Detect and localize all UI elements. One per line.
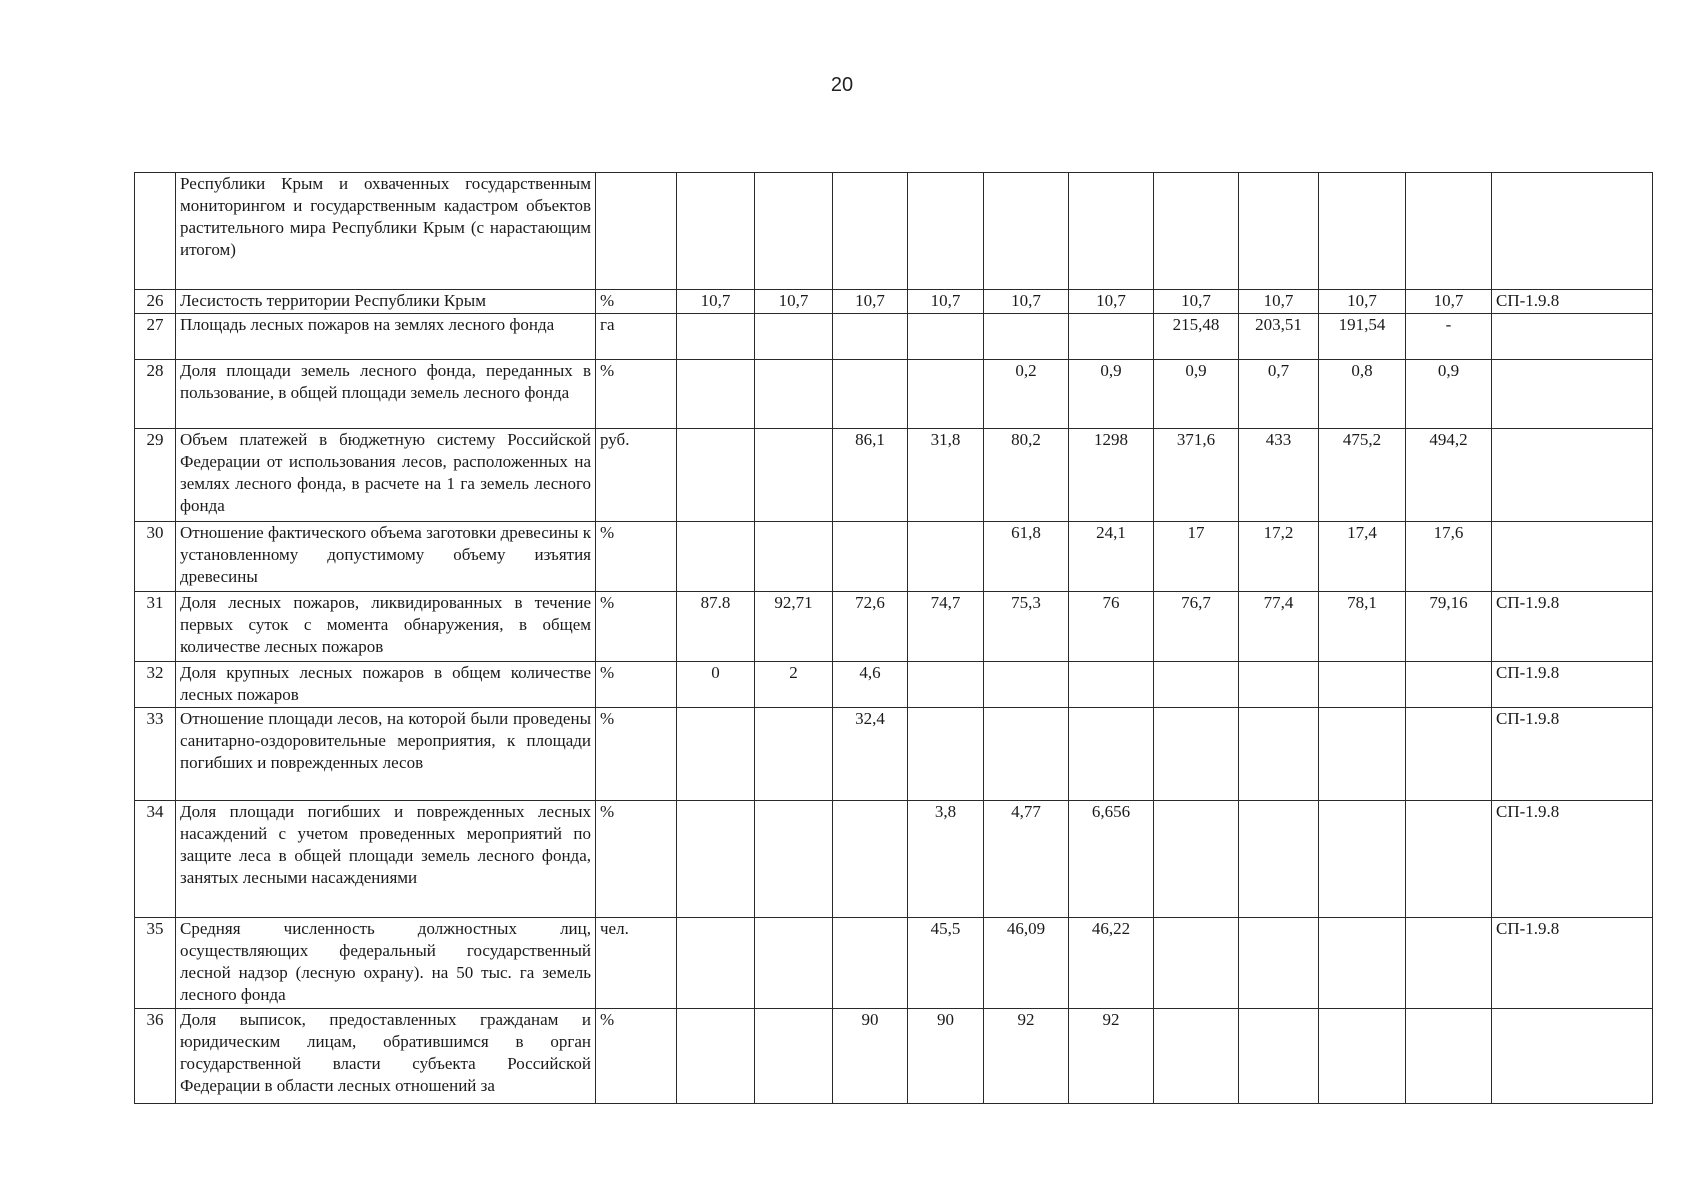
indicator-name: Отношение площади лесов, на которой были проведены санитарно-оздоровительные мероприятия, к площади погибших и поврежденных лесов xyxy=(176,708,596,801)
value-cell: 79,16 xyxy=(1406,592,1492,662)
indicator-name: Доля лесных пожаров, ликвидированных в течение первых суток с момента обнаружения, в общем количестве лесных пожаров xyxy=(176,592,596,662)
value-cell xyxy=(1154,1009,1239,1104)
value-cell xyxy=(908,314,984,360)
source-cell xyxy=(1492,360,1653,429)
indicators-table xyxy=(134,172,1653,1104)
value-cell xyxy=(1406,173,1492,290)
value-cell: 191,54 xyxy=(1319,314,1406,360)
value-cell: 494,2 xyxy=(1406,429,1492,522)
value-cell xyxy=(833,918,908,1009)
table-row xyxy=(135,429,1653,522)
source-cell xyxy=(1492,522,1653,592)
row-number: 32 xyxy=(135,662,176,708)
indicator-name: Доля выписок, предоставленных гражданам и юридическим лицам, обратившимся в орган государственной власти субъекта Российской Федерации в области лесных отношений за xyxy=(176,1009,596,1104)
row-number: 28 xyxy=(135,360,176,429)
value-cell: 10,7 xyxy=(1406,290,1492,314)
value-cell: 17,6 xyxy=(1406,522,1492,592)
value-cell: 32,4 xyxy=(833,708,908,801)
value-cell: 74,7 xyxy=(908,592,984,662)
row-number: 27 xyxy=(135,314,176,360)
value-cell xyxy=(755,522,833,592)
unit-cell xyxy=(596,173,677,290)
table-row xyxy=(135,173,1653,290)
source-cell xyxy=(1492,173,1653,290)
value-cell xyxy=(984,662,1069,708)
indicator-name: Отношение фактического объема заготовки древесины к установленному допустимому объему изъятия древесины xyxy=(176,522,596,592)
indicator-name: Лесистость территории Республики Крым xyxy=(176,290,596,314)
indicator-name: Доля крупных лесных пожаров в общем количестве лесных пожаров xyxy=(176,662,596,708)
value-cell xyxy=(677,522,755,592)
table-row xyxy=(135,918,1653,1009)
value-cell: 6,656 xyxy=(1069,801,1154,918)
value-cell: 371,6 xyxy=(1154,429,1239,522)
table-row xyxy=(135,801,1653,918)
value-cell: 4,6 xyxy=(833,662,908,708)
value-cell xyxy=(1239,662,1319,708)
value-cell xyxy=(1406,801,1492,918)
row-number: 35 xyxy=(135,918,176,1009)
value-cell xyxy=(1406,918,1492,1009)
value-cell: 90 xyxy=(908,1009,984,1104)
source-cell: СП-1.9.8 xyxy=(1492,662,1653,708)
value-cell xyxy=(1406,1009,1492,1104)
value-cell xyxy=(1239,173,1319,290)
value-cell xyxy=(984,708,1069,801)
value-cell xyxy=(755,173,833,290)
value-cell xyxy=(1319,662,1406,708)
table-row xyxy=(135,290,1653,314)
source-cell: СП-1.9.8 xyxy=(1492,918,1653,1009)
value-cell: 87.8 xyxy=(677,592,755,662)
value-cell: 72,6 xyxy=(833,592,908,662)
value-cell xyxy=(1069,662,1154,708)
value-cell: 10,7 xyxy=(1154,290,1239,314)
value-cell: 0,8 xyxy=(1319,360,1406,429)
value-cell: 75,3 xyxy=(984,592,1069,662)
source-cell: СП-1.9.8 xyxy=(1492,592,1653,662)
value-cell: 45,5 xyxy=(908,918,984,1009)
unit-cell: % xyxy=(596,1009,677,1104)
value-cell xyxy=(833,801,908,918)
value-cell xyxy=(1406,662,1492,708)
value-cell: 17,2 xyxy=(1239,522,1319,592)
value-cell xyxy=(908,662,984,708)
unit-cell: чел. xyxy=(596,918,677,1009)
value-cell xyxy=(677,801,755,918)
indicator-name: Доля площади земель лесного фонда, переданных в пользование, в общей площади земель лесного фонда xyxy=(176,360,596,429)
value-cell xyxy=(984,314,1069,360)
value-cell xyxy=(755,360,833,429)
value-cell: 61,8 xyxy=(984,522,1069,592)
row-number: 34 xyxy=(135,801,176,918)
value-cell xyxy=(755,429,833,522)
value-cell xyxy=(1154,918,1239,1009)
value-cell: 10,7 xyxy=(677,290,755,314)
value-cell: 10,7 xyxy=(1069,290,1154,314)
value-cell xyxy=(833,314,908,360)
indicator-name: Средняя численность должностных лиц, осуществляющих федеральный государственный лесной надзор (лесную охрану). на 50 тыс. га земель лесного фонда xyxy=(176,918,596,1009)
value-cell xyxy=(833,173,908,290)
unit-cell: руб. xyxy=(596,429,677,522)
value-cell: 10,7 xyxy=(908,290,984,314)
value-cell xyxy=(1319,708,1406,801)
value-cell xyxy=(1239,708,1319,801)
source-cell xyxy=(1492,429,1653,522)
value-cell: 433 xyxy=(1239,429,1319,522)
value-cell: 0,9 xyxy=(1154,360,1239,429)
value-cell: - xyxy=(1406,314,1492,360)
value-cell: 77,4 xyxy=(1239,592,1319,662)
value-cell xyxy=(1154,708,1239,801)
value-cell: 10,7 xyxy=(833,290,908,314)
value-cell: 92,71 xyxy=(755,592,833,662)
value-cell: 0 xyxy=(677,662,755,708)
row-number: 31 xyxy=(135,592,176,662)
row-number xyxy=(135,173,176,290)
unit-cell: % xyxy=(596,662,677,708)
value-cell: 0,9 xyxy=(1069,360,1154,429)
table-row xyxy=(135,708,1653,801)
value-cell: 10,7 xyxy=(984,290,1069,314)
source-cell xyxy=(1492,314,1653,360)
value-cell: 0,2 xyxy=(984,360,1069,429)
value-cell: 78,1 xyxy=(1319,592,1406,662)
value-cell xyxy=(1069,173,1154,290)
value-cell xyxy=(833,522,908,592)
value-cell xyxy=(755,708,833,801)
value-cell: 76 xyxy=(1069,592,1154,662)
indicator-name: Объем платежей в бюджетную систему Российской Федерации от использования лесов, расположенных на землях лесного фонда, в расчете на 1 га земель лесного фонда xyxy=(176,429,596,522)
value-cell xyxy=(1154,662,1239,708)
source-cell: СП-1.9.8 xyxy=(1492,708,1653,801)
value-cell: 90 xyxy=(833,1009,908,1104)
page-number: 20 xyxy=(830,74,854,96)
table-row xyxy=(135,522,1653,592)
unit-cell: % xyxy=(596,708,677,801)
value-cell xyxy=(1239,801,1319,918)
value-cell xyxy=(1239,918,1319,1009)
value-cell xyxy=(908,708,984,801)
table-row xyxy=(135,314,1653,360)
value-cell xyxy=(677,360,755,429)
value-cell xyxy=(677,918,755,1009)
value-cell xyxy=(833,360,908,429)
value-cell: 92 xyxy=(1069,1009,1154,1104)
value-cell xyxy=(1154,173,1239,290)
value-cell: 10,7 xyxy=(1319,290,1406,314)
value-cell: 215,48 xyxy=(1154,314,1239,360)
source-cell: СП-1.9.8 xyxy=(1492,801,1653,918)
value-cell: 46,09 xyxy=(984,918,1069,1009)
value-cell: 1298 xyxy=(1069,429,1154,522)
indicator-name: Доля площади погибших и поврежденных лесных насаждений с учетом проведенных мероприятий по защите леса в общей площади земель лесного фонда, занятых лесными насаждениями xyxy=(176,801,596,918)
value-cell xyxy=(677,173,755,290)
value-cell: 17,4 xyxy=(1319,522,1406,592)
value-cell: 17 xyxy=(1154,522,1239,592)
value-cell xyxy=(908,360,984,429)
value-cell: 86,1 xyxy=(833,429,908,522)
value-cell: 76,7 xyxy=(1154,592,1239,662)
value-cell xyxy=(1239,1009,1319,1104)
value-cell: 3,8 xyxy=(908,801,984,918)
source-cell xyxy=(1492,1009,1653,1104)
value-cell: 10,7 xyxy=(755,290,833,314)
row-number: 33 xyxy=(135,708,176,801)
value-cell xyxy=(677,314,755,360)
value-cell xyxy=(908,522,984,592)
value-cell xyxy=(1069,708,1154,801)
value-cell: 4,77 xyxy=(984,801,1069,918)
row-number: 29 xyxy=(135,429,176,522)
value-cell: 46,22 xyxy=(1069,918,1154,1009)
row-number: 26 xyxy=(135,290,176,314)
value-cell xyxy=(1319,173,1406,290)
value-cell xyxy=(1319,918,1406,1009)
unit-cell: % xyxy=(596,360,677,429)
unit-cell: % xyxy=(596,522,677,592)
value-cell xyxy=(1406,708,1492,801)
unit-cell: % xyxy=(596,592,677,662)
value-cell: 2 xyxy=(755,662,833,708)
value-cell: 31,8 xyxy=(908,429,984,522)
value-cell xyxy=(1154,801,1239,918)
value-cell: 203,51 xyxy=(1239,314,1319,360)
value-cell: 475,2 xyxy=(1319,429,1406,522)
value-cell: 80,2 xyxy=(984,429,1069,522)
unit-cell: га xyxy=(596,314,677,360)
value-cell xyxy=(1069,314,1154,360)
value-cell xyxy=(1319,1009,1406,1104)
value-cell xyxy=(755,918,833,1009)
table-body xyxy=(135,173,1653,1104)
row-number: 36 xyxy=(135,1009,176,1104)
value-cell: 92 xyxy=(984,1009,1069,1104)
value-cell xyxy=(755,1009,833,1104)
unit-cell: % xyxy=(596,290,677,314)
table-row xyxy=(135,662,1653,708)
value-cell: 0,7 xyxy=(1239,360,1319,429)
value-cell xyxy=(1319,801,1406,918)
table-row xyxy=(135,1009,1653,1104)
value-cell xyxy=(908,173,984,290)
table-row xyxy=(135,360,1653,429)
source-cell: СП-1.9.8 xyxy=(1492,290,1653,314)
value-cell: 24,1 xyxy=(1069,522,1154,592)
row-number: 30 xyxy=(135,522,176,592)
value-cell xyxy=(677,708,755,801)
table-row xyxy=(135,592,1653,662)
value-cell xyxy=(677,1009,755,1104)
indicator-name: Республики Крым и охваченных государственным мониторингом и государственным кадастром объектов растительного мира Республики Крым (с нарастающим итогом) xyxy=(176,173,596,290)
value-cell xyxy=(755,314,833,360)
value-cell: 10,7 xyxy=(1239,290,1319,314)
unit-cell: % xyxy=(596,801,677,918)
value-cell xyxy=(677,429,755,522)
value-cell xyxy=(984,173,1069,290)
value-cell: 0,9 xyxy=(1406,360,1492,429)
value-cell xyxy=(755,801,833,918)
indicator-name: Площадь лесных пожаров на землях лесного фонда xyxy=(176,314,596,360)
